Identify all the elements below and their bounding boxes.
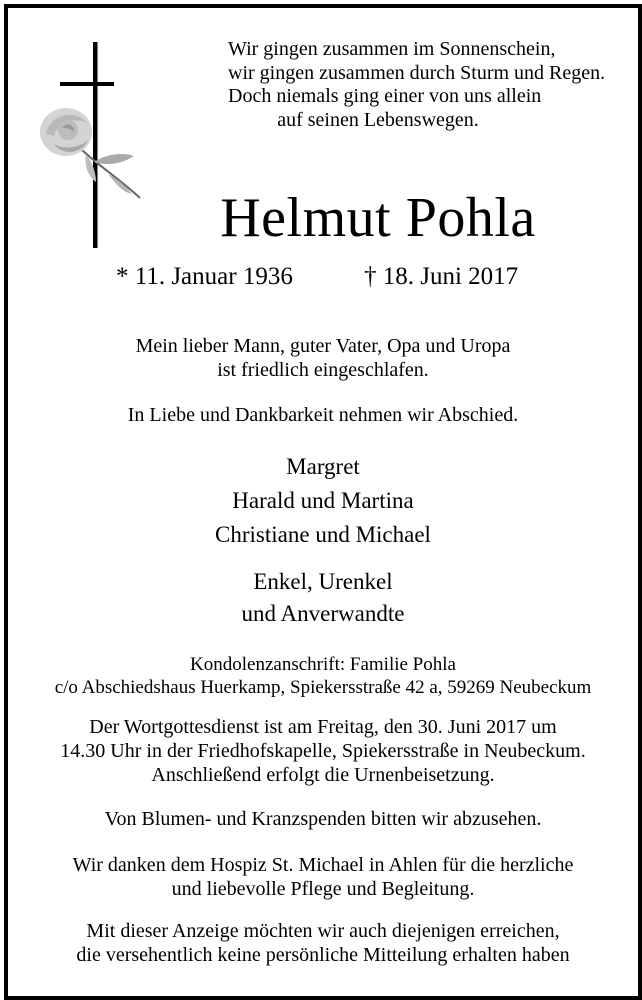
farewell-line: In Liebe und Dankbarkeit nehmen wir Abschied. — [127, 404, 519, 426]
family-mourners — [8, 450, 638, 552]
message-line: ist friedlich eingeschlafen. — [217, 359, 429, 381]
flowers-request: Von Blumen- und Kranzspenden bitten wir abzusehen. — [104, 808, 542, 830]
service-line: Der Wortgottesdienst ist am Freitag, den 30. Juni 2017 um — [89, 716, 557, 738]
mourner-name: Christiane und Michael — [215, 522, 431, 547]
mourner-name: Margret — [286, 454, 360, 479]
poem-line: Wir gingen zusammen im Sonnenschein, — [228, 38, 556, 60]
mourner-name: Harald und Martina — [232, 488, 414, 513]
thanks-note — [8, 853, 638, 901]
address-line: Kondolenzanschrift: Familie Pohla — [190, 654, 456, 675]
closing-note — [8, 919, 638, 967]
address-line: c/o Abschiedshaus Huerkamp, Spiekersstraße 42 a, 59269 Neubeckum — [54, 677, 592, 698]
death-date: † 18. Juni 2017 — [364, 263, 519, 290]
service-details — [8, 715, 638, 787]
thanks-line: Wir danken dem Hospiz St. Michael in Ahlen für die herzliche — [72, 854, 574, 876]
poem-line: Doch niemals ging einer von uns allein — [228, 85, 542, 107]
extended-family — [8, 566, 638, 630]
deceased-name: Helmut Pohla — [220, 187, 536, 249]
message-line: Mein lieber Mann, guter Vater, Opa und Uropa — [135, 335, 511, 357]
closing-line: Mit dieser Anzeige möchten wir auch diejenigen erreichen, — [86, 920, 560, 942]
service-line: Anschließend erfolgt die Urnenbeisetzung. — [151, 764, 495, 786]
condolence-address — [8, 653, 638, 699]
closing-line: die versehentlich keine persönliche Mitteilung erhalten haben — [76, 944, 570, 966]
mourner-name: Enkel, Urenkel — [253, 569, 393, 594]
mourner-name: und Anverwandte — [241, 601, 405, 626]
service-line: 14.30 Uhr in der Friedhofskapelle, Spiekersstraße in Neubeckum. — [60, 740, 586, 762]
obituary-notice — [4, 4, 642, 1000]
thanks-line: und liebevolle Pflege und Begleitung. — [171, 878, 475, 900]
poem-verse — [228, 38, 606, 132]
birth-date: * 11. Januar 1936 — [116, 263, 293, 290]
death-message — [8, 334, 638, 382]
poem-line: auf seinen Lebenswegen. — [277, 108, 479, 131]
poem-line: wir gingen zusammen durch Sturm und Regen. — [228, 61, 606, 84]
